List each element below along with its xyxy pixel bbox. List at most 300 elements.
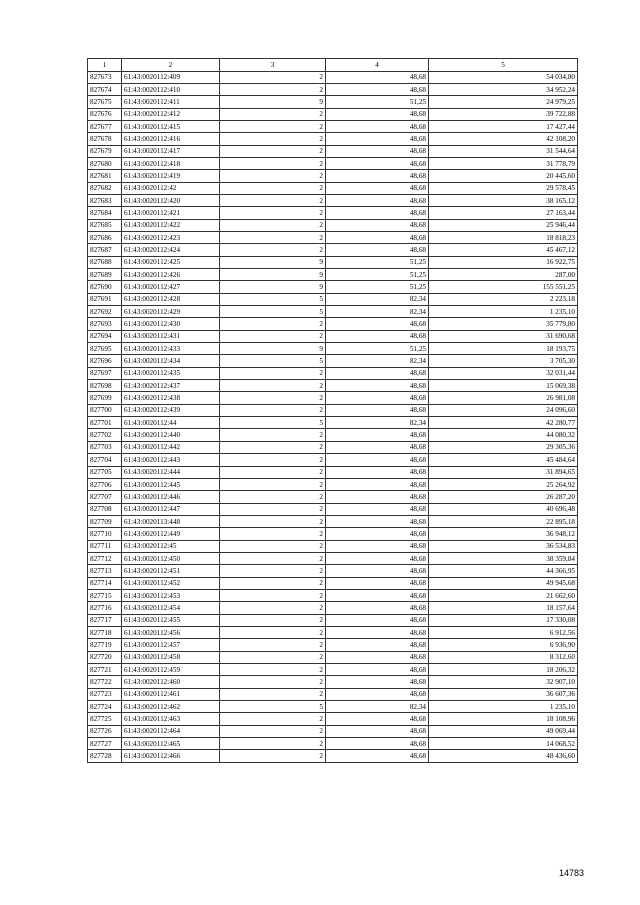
cadastral-number-cell: 61:43:0020112:461 — [122, 688, 220, 700]
cadastral-number-cell: 61:43:0020112:451 — [122, 565, 220, 577]
code-cell: 2 — [220, 750, 326, 762]
cadastral-number-cell: 61:43:0020112:442 — [122, 441, 220, 453]
rate-cell: 48,68 — [326, 491, 429, 503]
table-body — [88, 71, 578, 762]
table-row — [88, 614, 578, 626]
cadastral-number-cell: 61:43:0020112:458 — [122, 651, 220, 663]
row-number-cell: 827702 — [88, 429, 122, 441]
row-number-cell: 827701 — [88, 417, 122, 429]
cadastral-number-cell: 61:43:0020112:418 — [122, 157, 220, 169]
cadastral-number-cell: 61:43:0020112:429 — [122, 306, 220, 318]
value-cell: 54 034,80 — [429, 71, 578, 83]
cadastral-number-cell: 61:43:0020112:427 — [122, 281, 220, 293]
row-number-cell: 827705 — [88, 466, 122, 478]
code-cell: 2 — [220, 318, 326, 330]
code-cell: 2 — [220, 614, 326, 626]
cadastral-number-cell: 61:43:0020112:412 — [122, 108, 220, 120]
table-row — [88, 750, 578, 762]
rate-cell: 48,68 — [326, 380, 429, 392]
cadastral-number-cell: 61:43:0020112:462 — [122, 701, 220, 713]
table-row — [88, 503, 578, 515]
code-cell: 2 — [220, 725, 326, 737]
row-number-cell: 827678 — [88, 133, 122, 145]
table-row — [88, 194, 578, 206]
cadastral-number-cell: 61:43:0020112:466 — [122, 750, 220, 762]
row-number-cell: 827692 — [88, 306, 122, 318]
value-cell: 49 945,68 — [429, 577, 578, 589]
code-cell: 2 — [220, 441, 326, 453]
code-cell: 2 — [220, 540, 326, 552]
cadastral-number-cell: 61:43:0020112:454 — [122, 602, 220, 614]
column-header-1: 1 — [88, 59, 122, 72]
row-number-cell: 827700 — [88, 404, 122, 416]
row-number-cell: 827709 — [88, 515, 122, 527]
cadastral-number-cell: 61:43:0020112:425 — [122, 256, 220, 268]
cadastral-number-cell: 61:43:0020112:464 — [122, 725, 220, 737]
code-cell: 2 — [220, 577, 326, 589]
row-number-cell: 827698 — [88, 380, 122, 392]
row-number-cell: 827688 — [88, 256, 122, 268]
row-number-cell: 827708 — [88, 503, 122, 515]
code-cell: 2 — [220, 676, 326, 688]
code-cell: 2 — [220, 478, 326, 490]
cadastral-number-cell: 61:43:0020112:411 — [122, 96, 220, 108]
table-row — [88, 528, 578, 540]
row-number-cell: 827685 — [88, 219, 122, 231]
table-row — [88, 96, 578, 108]
table-row — [88, 120, 578, 132]
value-cell: 42 280,77 — [429, 417, 578, 429]
cadastral-number-cell: 61:43:0020112:434 — [122, 355, 220, 367]
value-cell: 26 981,08 — [429, 392, 578, 404]
rate-cell: 48,68 — [326, 503, 429, 515]
table-row — [88, 602, 578, 614]
code-cell: 2 — [220, 589, 326, 601]
rate-cell: 48,68 — [326, 664, 429, 676]
row-number-cell: 827706 — [88, 478, 122, 490]
value-cell: 287,00 — [429, 269, 578, 281]
value-cell: 32 907,10 — [429, 676, 578, 688]
code-cell: 2 — [220, 503, 326, 515]
value-cell: 44 080,32 — [429, 429, 578, 441]
rate-cell: 48,68 — [326, 244, 429, 256]
code-cell: 2 — [220, 392, 326, 404]
value-cell: 1 235,10 — [429, 306, 578, 318]
code-cell: 2 — [220, 157, 326, 169]
table-row — [88, 182, 578, 194]
cadastral-number-cell: 61:43:0020112:440 — [122, 429, 220, 441]
table-row — [88, 306, 578, 318]
value-cell: 35 779,80 — [429, 318, 578, 330]
code-cell: 5 — [220, 306, 326, 318]
code-cell: 2 — [220, 207, 326, 219]
cadastral-number-cell: 61:43:0020112:438 — [122, 392, 220, 404]
value-cell: 34 952,24 — [429, 83, 578, 95]
code-cell: 5 — [220, 701, 326, 713]
cadastral-number-cell: 61:43:0020112:435 — [122, 367, 220, 379]
table-row — [88, 293, 578, 305]
code-cell: 9 — [220, 343, 326, 355]
row-number-cell: 827699 — [88, 392, 122, 404]
cadastral-number-cell: 61:43:0020112:460 — [122, 676, 220, 688]
rate-cell: 48,68 — [326, 738, 429, 750]
cadastral-number-cell: 61:43:0020112:426 — [122, 269, 220, 281]
row-number-cell: 827704 — [88, 454, 122, 466]
cadastral-number-cell: 61:43:0020112:457 — [122, 639, 220, 651]
code-cell: 2 — [220, 182, 326, 194]
code-cell: 2 — [220, 515, 326, 527]
rate-cell: 48,68 — [326, 231, 429, 243]
cadastral-number-cell: 61:43:0020112:443 — [122, 454, 220, 466]
value-cell: 40 696,48 — [429, 503, 578, 515]
code-cell: 9 — [220, 269, 326, 281]
code-cell: 2 — [220, 145, 326, 157]
rate-cell: 51,25 — [326, 96, 429, 108]
table-row — [88, 392, 578, 404]
table-row — [88, 478, 578, 490]
row-number-cell: 827687 — [88, 244, 122, 256]
table-row — [88, 441, 578, 453]
table-row — [88, 170, 578, 182]
value-cell: 25 946,44 — [429, 219, 578, 231]
rate-cell: 48,68 — [326, 120, 429, 132]
rate-cell: 48,68 — [326, 441, 429, 453]
cadastral-number-cell: 61:43:0020112:424 — [122, 244, 220, 256]
cadastral-number-cell: 61:43:0020112:433 — [122, 343, 220, 355]
row-number-cell: 827707 — [88, 491, 122, 503]
code-cell: 2 — [220, 380, 326, 392]
value-cell: 42 108,20 — [429, 133, 578, 145]
cadastral-number-cell: 61:43:0020112:42 — [122, 182, 220, 194]
rate-cell: 48,68 — [326, 157, 429, 169]
value-cell: 44 366,95 — [429, 565, 578, 577]
cadastral-number-cell: 61:43:0020112:444 — [122, 466, 220, 478]
row-number-cell: 827720 — [88, 651, 122, 663]
table-row — [88, 651, 578, 663]
row-number-cell: 827714 — [88, 577, 122, 589]
row-number-cell: 827689 — [88, 269, 122, 281]
cadastral-number-cell: 61:43:0020112:415 — [122, 120, 220, 132]
rate-cell: 48,68 — [326, 515, 429, 527]
row-number-cell: 827675 — [88, 96, 122, 108]
rate-cell: 48,68 — [326, 528, 429, 540]
rate-cell: 48,68 — [326, 639, 429, 651]
value-cell: 14 068,52 — [429, 738, 578, 750]
code-cell: 2 — [220, 639, 326, 651]
row-number-cell: 827693 — [88, 318, 122, 330]
cadastral-number-cell: 61:43:0020112:419 — [122, 170, 220, 182]
code-cell: 2 — [220, 454, 326, 466]
table-row — [88, 429, 578, 441]
table-row — [88, 664, 578, 676]
cadastral-number-cell: 61:43:0020112:417 — [122, 145, 220, 157]
table-row — [88, 552, 578, 564]
code-cell: 2 — [220, 738, 326, 750]
value-cell: 31 894,65 — [429, 466, 578, 478]
cadastral-number-cell: 61:43:0020112:452 — [122, 577, 220, 589]
cadastral-number-cell: 61:43:0020112:463 — [122, 713, 220, 725]
rate-cell: 48,68 — [326, 219, 429, 231]
table-row — [88, 417, 578, 429]
row-number-cell: 827679 — [88, 145, 122, 157]
value-cell: 26 287,20 — [429, 491, 578, 503]
table-row — [88, 355, 578, 367]
rate-cell: 48,68 — [326, 565, 429, 577]
row-number-cell: 827723 — [88, 688, 122, 700]
rate-cell: 48,68 — [326, 194, 429, 206]
table-row — [88, 281, 578, 293]
rate-cell: 48,68 — [326, 750, 429, 762]
cadastral-number-cell: 61:43:0020112:431 — [122, 330, 220, 342]
table-row — [88, 318, 578, 330]
code-cell: 2 — [220, 404, 326, 416]
row-number-cell: 827726 — [88, 725, 122, 737]
cadastral-number-cell: 61:43:0020112:455 — [122, 614, 220, 626]
row-number-cell: 827697 — [88, 367, 122, 379]
value-cell: 24 979,25 — [429, 96, 578, 108]
value-cell: 31 778,79 — [429, 157, 578, 169]
rate-cell: 82,34 — [326, 355, 429, 367]
row-number-cell: 827677 — [88, 120, 122, 132]
table-row — [88, 269, 578, 281]
code-cell: 2 — [220, 713, 326, 725]
value-cell: 29 305,36 — [429, 441, 578, 453]
value-cell: 8 312,60 — [429, 651, 578, 663]
value-cell: 17 330,08 — [429, 614, 578, 626]
cadastral-number-cell: 61:43:0020112:44 — [122, 417, 220, 429]
row-number-cell: 827717 — [88, 614, 122, 626]
code-cell: 2 — [220, 83, 326, 95]
table-row — [88, 244, 578, 256]
row-number-cell: 827710 — [88, 528, 122, 540]
row-number-cell: 827694 — [88, 330, 122, 342]
rate-cell: 48,68 — [326, 602, 429, 614]
row-number-cell: 827676 — [88, 108, 122, 120]
table-row — [88, 589, 578, 601]
row-number-cell: 827695 — [88, 343, 122, 355]
rate-cell: 48,68 — [326, 478, 429, 490]
rate-cell: 48,68 — [326, 454, 429, 466]
table-row — [88, 515, 578, 527]
rate-cell: 48,68 — [326, 83, 429, 95]
page-number: 14783 — [558, 868, 584, 878]
code-cell: 2 — [220, 219, 326, 231]
rate-cell: 48,68 — [326, 108, 429, 120]
row-number-cell: 827721 — [88, 664, 122, 676]
value-cell: 1 235,10 — [429, 701, 578, 713]
code-cell: 2 — [220, 71, 326, 83]
value-cell: 45 467,12 — [429, 244, 578, 256]
value-cell: 25 264,92 — [429, 478, 578, 490]
table-row — [88, 231, 578, 243]
rate-cell: 48,68 — [326, 577, 429, 589]
cadastral-number-cell: 61:43:0020112:445 — [122, 478, 220, 490]
code-cell: 5 — [220, 355, 326, 367]
value-cell: 45 484,64 — [429, 454, 578, 466]
table-row — [88, 367, 578, 379]
rate-cell: 82,34 — [326, 306, 429, 318]
cadastral-number-cell: 61:43:0020112:430 — [122, 318, 220, 330]
row-number-cell: 827703 — [88, 441, 122, 453]
row-number-cell: 827682 — [88, 182, 122, 194]
rate-cell: 82,34 — [326, 701, 429, 713]
value-cell: 2 223,18 — [429, 293, 578, 305]
row-number-cell: 827719 — [88, 639, 122, 651]
rate-cell: 48,68 — [326, 688, 429, 700]
cadastral-value-table — [87, 58, 578, 763]
rate-cell: 48,68 — [326, 133, 429, 145]
cadastral-number-cell: 61:43:0020112:446 — [122, 491, 220, 503]
code-cell: 2 — [220, 244, 326, 256]
table-row — [88, 540, 578, 552]
rate-cell: 48,68 — [326, 429, 429, 441]
cadastral-number-cell: 61:43:0020112:409 — [122, 71, 220, 83]
rate-cell: 48,68 — [326, 71, 429, 83]
row-number-cell: 827690 — [88, 281, 122, 293]
table-row — [88, 577, 578, 589]
cadastral-number-cell: 61:43:0020112:416 — [122, 133, 220, 145]
rate-cell: 48,68 — [326, 676, 429, 688]
rate-cell: 48,68 — [326, 589, 429, 601]
cadastral-number-cell: 61:43:0020112:453 — [122, 589, 220, 601]
cadastral-number-cell: 61:43:0020112:45 — [122, 540, 220, 552]
value-cell: 3 705,30 — [429, 355, 578, 367]
table-row — [88, 454, 578, 466]
table-row — [88, 330, 578, 342]
cadastral-number-cell: 61:43:0020112:459 — [122, 664, 220, 676]
row-number-cell: 827683 — [88, 194, 122, 206]
cadastral-number-cell: 61:43:0020112:428 — [122, 293, 220, 305]
value-cell: 21 662,60 — [429, 589, 578, 601]
row-number-cell: 827716 — [88, 602, 122, 614]
value-cell: 48 436,60 — [429, 750, 578, 762]
cadastral-number-cell: 61:43:0020112:437 — [122, 380, 220, 392]
code-cell: 2 — [220, 688, 326, 700]
value-cell: 18 206,32 — [429, 664, 578, 676]
value-cell: 15 069,38 — [429, 380, 578, 392]
table-row — [88, 466, 578, 478]
code-cell: 2 — [220, 626, 326, 638]
code-cell: 2 — [220, 651, 326, 663]
rate-cell: 48,68 — [326, 651, 429, 663]
row-number-cell: 827691 — [88, 293, 122, 305]
table-row — [88, 639, 578, 651]
code-cell: 2 — [220, 367, 326, 379]
code-cell: 2 — [220, 108, 326, 120]
cadastral-number-cell: 61:43:0020112:447 — [122, 503, 220, 515]
code-cell: 9 — [220, 96, 326, 108]
row-number-cell: 827724 — [88, 701, 122, 713]
code-cell: 2 — [220, 120, 326, 132]
rate-cell: 48,68 — [326, 540, 429, 552]
value-cell: 6 936,90 — [429, 639, 578, 651]
rate-cell: 48,68 — [326, 207, 429, 219]
value-cell: 36 948,12 — [429, 528, 578, 540]
cadastral-number-cell: 61:43:0020112:422 — [122, 219, 220, 231]
cadastral-number-cell: 61:43:0020112:450 — [122, 552, 220, 564]
table-row — [88, 676, 578, 688]
rate-cell: 51,25 — [326, 256, 429, 268]
value-cell: 18 818,23 — [429, 231, 578, 243]
value-cell: 32 031,44 — [429, 367, 578, 379]
table-row — [88, 157, 578, 169]
column-header-5: 5 — [429, 59, 578, 72]
rate-cell: 51,25 — [326, 269, 429, 281]
code-cell: 2 — [220, 194, 326, 206]
table-row — [88, 219, 578, 231]
value-cell: 31 690,68 — [429, 330, 578, 342]
value-cell: 49 069,44 — [429, 725, 578, 737]
row-number-cell: 827722 — [88, 676, 122, 688]
value-cell: 27 163,44 — [429, 207, 578, 219]
row-number-cell: 827684 — [88, 207, 122, 219]
table-row — [88, 108, 578, 120]
value-cell: 155 551,25 — [429, 281, 578, 293]
row-number-cell: 827673 — [88, 71, 122, 83]
code-cell: 9 — [220, 281, 326, 293]
value-cell: 22 895,18 — [429, 515, 578, 527]
value-cell: 31 544,64 — [429, 145, 578, 157]
rate-cell: 48,68 — [326, 182, 429, 194]
row-number-cell: 827715 — [88, 589, 122, 601]
value-cell: 20 445,60 — [429, 170, 578, 182]
cadastral-number-cell: 61:43:0020112:410 — [122, 83, 220, 95]
row-number-cell: 827712 — [88, 552, 122, 564]
table-row — [88, 133, 578, 145]
code-cell: 5 — [220, 293, 326, 305]
value-cell: 38 165,12 — [429, 194, 578, 206]
code-cell: 2 — [220, 330, 326, 342]
row-number-cell: 827674 — [88, 83, 122, 95]
table-row — [88, 713, 578, 725]
cadastral-number-cell: 61:43:0020112:449 — [122, 528, 220, 540]
table-row — [88, 207, 578, 219]
row-number-cell: 827728 — [88, 750, 122, 762]
rate-cell: 48,68 — [326, 614, 429, 626]
value-cell: 29 578,45 — [429, 182, 578, 194]
row-number-cell: 827681 — [88, 170, 122, 182]
table-row — [88, 380, 578, 392]
rate-cell: 48,68 — [326, 170, 429, 182]
value-cell: 36 607,36 — [429, 688, 578, 700]
table-row — [88, 565, 578, 577]
table-row — [88, 626, 578, 638]
value-cell: 17 427,44 — [429, 120, 578, 132]
cadastral-number-cell: 61:43:0020113:448 — [122, 515, 220, 527]
column-header-4: 4 — [326, 59, 429, 72]
rate-cell: 48,68 — [326, 330, 429, 342]
table-row — [88, 404, 578, 416]
code-cell: 2 — [220, 231, 326, 243]
code-cell: 2 — [220, 565, 326, 577]
row-number-cell: 827725 — [88, 713, 122, 725]
table-row — [88, 71, 578, 83]
value-cell: 36 534,83 — [429, 540, 578, 552]
code-cell: 2 — [220, 491, 326, 503]
rate-cell: 48,68 — [326, 145, 429, 157]
rate-cell: 48,68 — [326, 367, 429, 379]
rate-cell: 48,68 — [326, 392, 429, 404]
table-row — [88, 701, 578, 713]
row-number-cell: 827696 — [88, 355, 122, 367]
column-header-2: 2 — [122, 59, 220, 72]
code-cell: 2 — [220, 664, 326, 676]
row-number-cell: 827718 — [88, 626, 122, 638]
row-number-cell: 827686 — [88, 231, 122, 243]
table-row — [88, 145, 578, 157]
table-row — [88, 738, 578, 750]
rate-cell: 48,68 — [326, 725, 429, 737]
